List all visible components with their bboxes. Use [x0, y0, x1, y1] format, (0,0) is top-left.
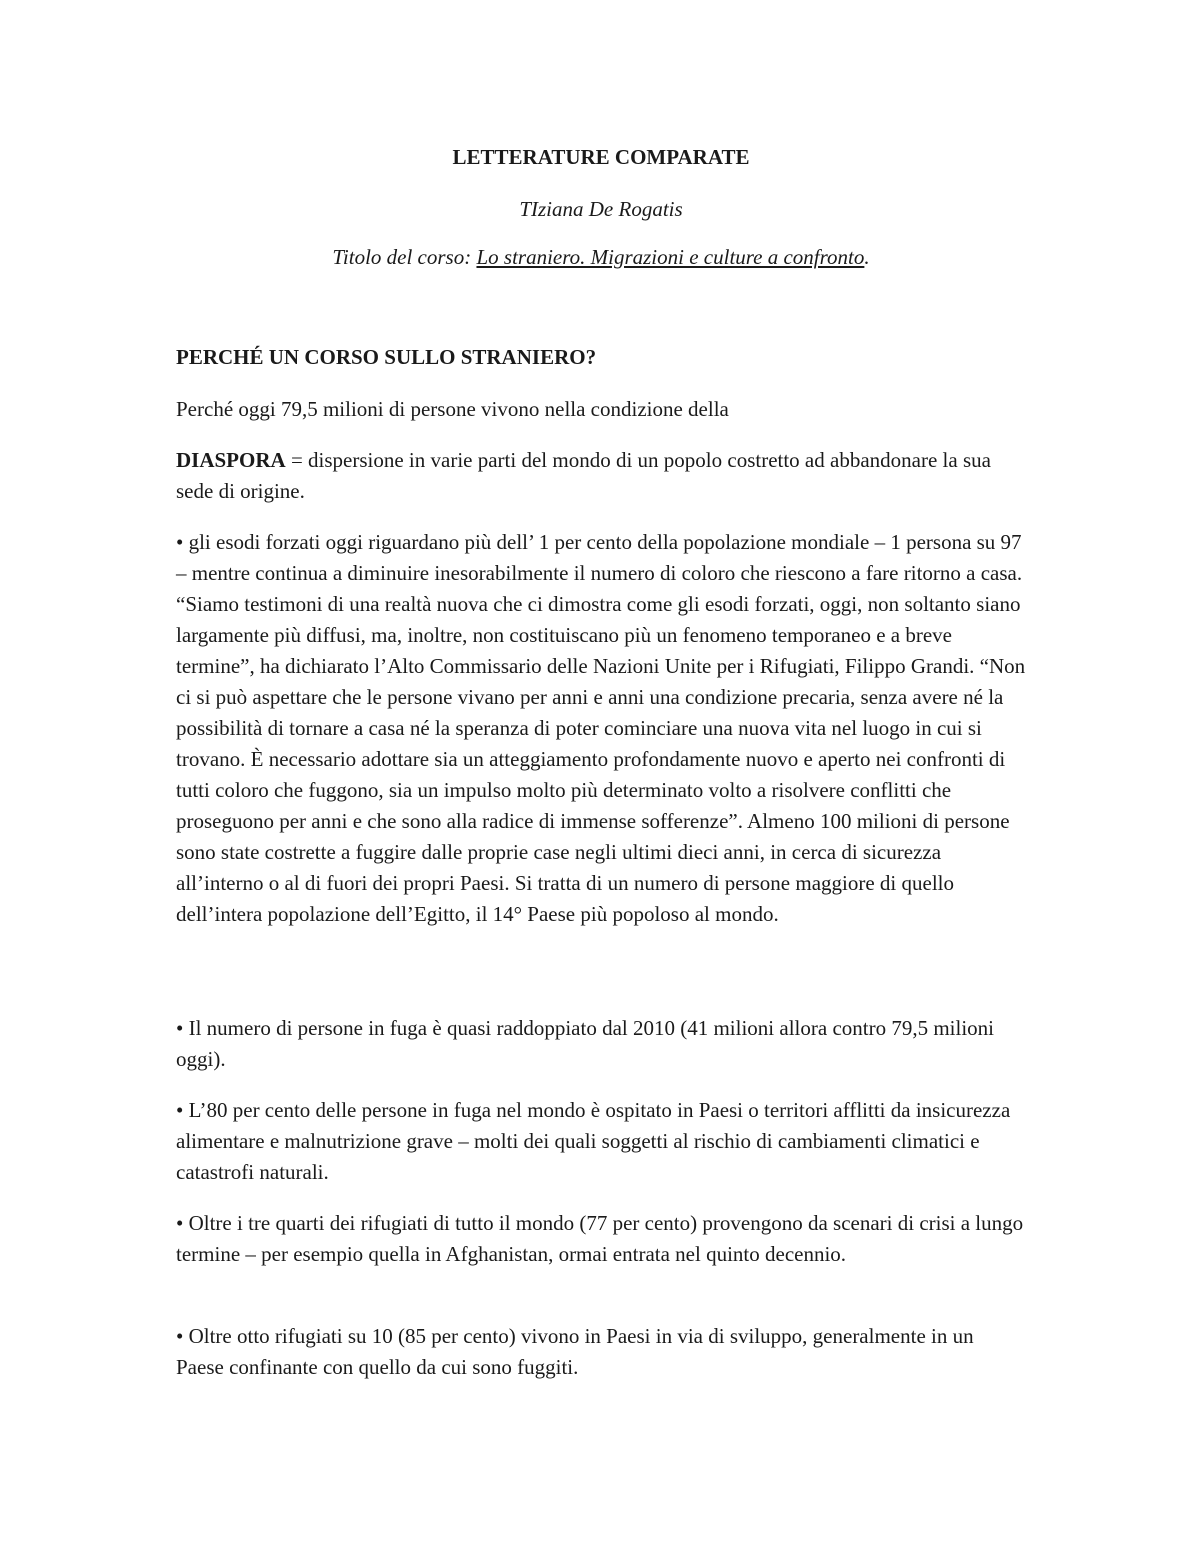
bullet-paragraph: • Oltre otto rifugiati su 10 (85 per cento) vivono in Paesi in via di sviluppo, generalmente in un Paese confinante con quello da cui sono fuggiti.	[176, 1324, 974, 1379]
course-suffix: .	[864, 245, 870, 269]
bullet-paragraph: • Oltre i tre quarti dei rifugiati di tutto il mondo (77 per cento) provengono da scenari di crisi a lungo termine – per esempio quella in Afghanistan, ormai entrata nel quinto decennio.	[176, 1211, 1024, 1266]
bullet-paragraph: • Il numero di persone in fuga è quasi raddoppiato dal 2010 (41 milioni allora contro 79,5 milioni oggi).	[176, 1016, 995, 1071]
intro-paragraph: Perché oggi 79,5 milioni di persone vivono nella condizione della	[176, 397, 729, 421]
section-heading: PERCHÉ UN CORSO SULLO STRANIERO?	[176, 345, 597, 369]
course-line	[176, 243, 1026, 271]
course-title: Lo straniero. Migrazioni e culture a confronto	[476, 245, 865, 269]
bullet-paragraph: • L’80 per cento delle persone in fuga nel mondo è ospitato in Paesi o territori afflitti da insicurezza alimentare e malnutrizione grave – molti dei quali soggetti al rischio di cambiamenti climatici e catastrofi naturali.	[176, 1098, 1011, 1184]
definition-term: DIASPORA	[176, 448, 286, 472]
course-prefix: Titolo del corso:	[332, 245, 477, 269]
author-name: TIziana De Rogatis	[519, 197, 683, 221]
document-title: LETTERATURE COMPARATE	[452, 145, 750, 169]
bullet-paragraph: • gli esodi forzati oggi riguardano più dell’ 1 per cento della popolazione mondiale – 1 persona su 97 – mentre continua a diminuire inesorabilmente il numero di coloro che riescono a fare ritorno a casa. “Siamo testimoni di una realtà nuova che ci dimostra come gli esodi forzati, oggi, non soltanto siano largamente più diffusi, ma, inoltre, non costituiscano più un fenomeno temporaneo e a breve termine”, ha dichiarato l’Alto Commissario delle Nazioni Unite per i Rifugiati, Filippo Grandi. “Non ci si può aspettare che le persone vivano per anni e anni una condizione precaria, senza avere né la possibilità di tornare a casa né la speranza di poter cominciare una nuova vita nel luogo in cui si trovano. È necessario adottare sia un atteggiamento profondamente nuovo e aperto nei confronti di tutti coloro che fuggono, sia un impulso molto più determinato volto a risolvere conflitti che proseguono per anni e che sono alla radice di immense sofferenze”. Almeno 100 milioni di persone sono state costrette a fuggire dalle proprie case negli ultimi dieci anni, in cerca di sicurezza all’interno o al di fuori dei propri Paesi. Si tratta di un numero di persone maggiore di quello dell’intera popolazione dell’Egitto, il 14° Paese più popoloso al mondo.	[176, 530, 1026, 926]
definition-paragraph	[176, 445, 1026, 507]
definition-text: = dispersione in varie parti del mondo di un popolo costretto ad abbandonare la sua sede di origine.	[176, 448, 991, 503]
